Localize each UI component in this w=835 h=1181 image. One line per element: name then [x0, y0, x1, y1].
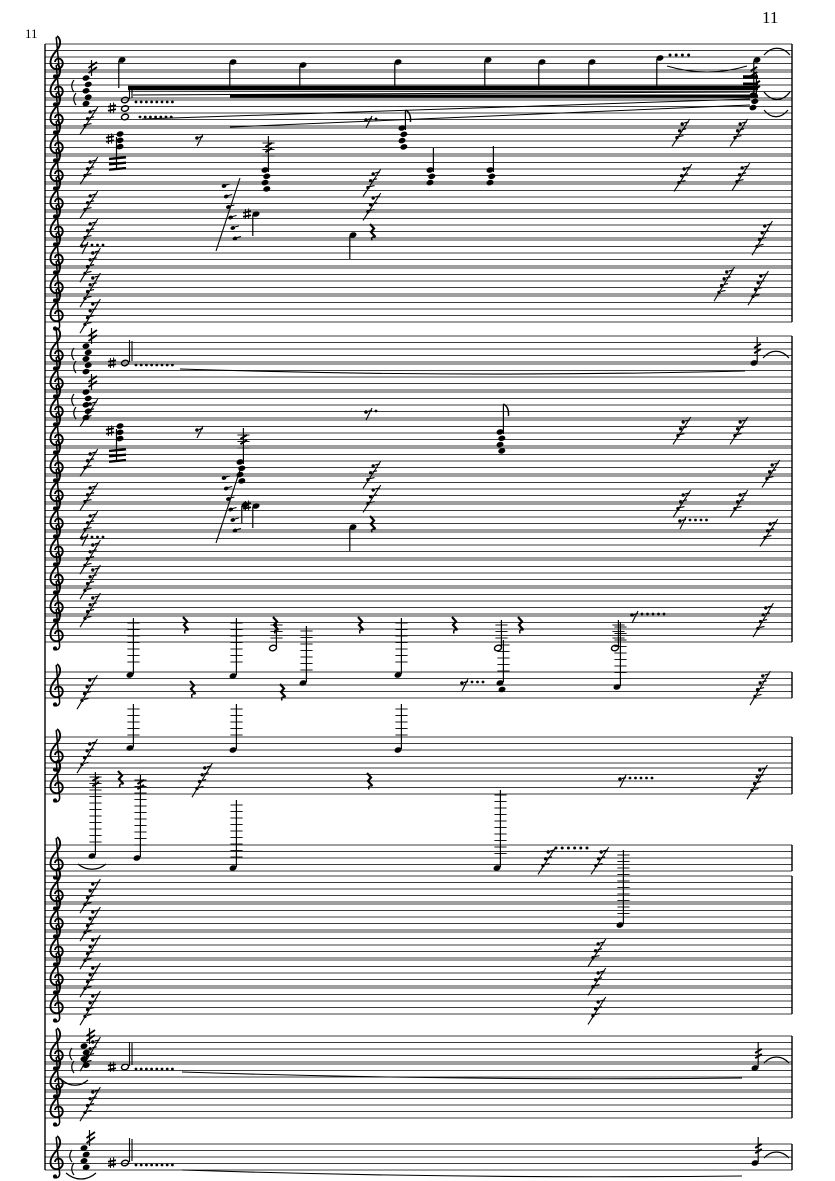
- measure-number: 11: [25, 26, 38, 41]
- page-number: 11: [762, 8, 779, 27]
